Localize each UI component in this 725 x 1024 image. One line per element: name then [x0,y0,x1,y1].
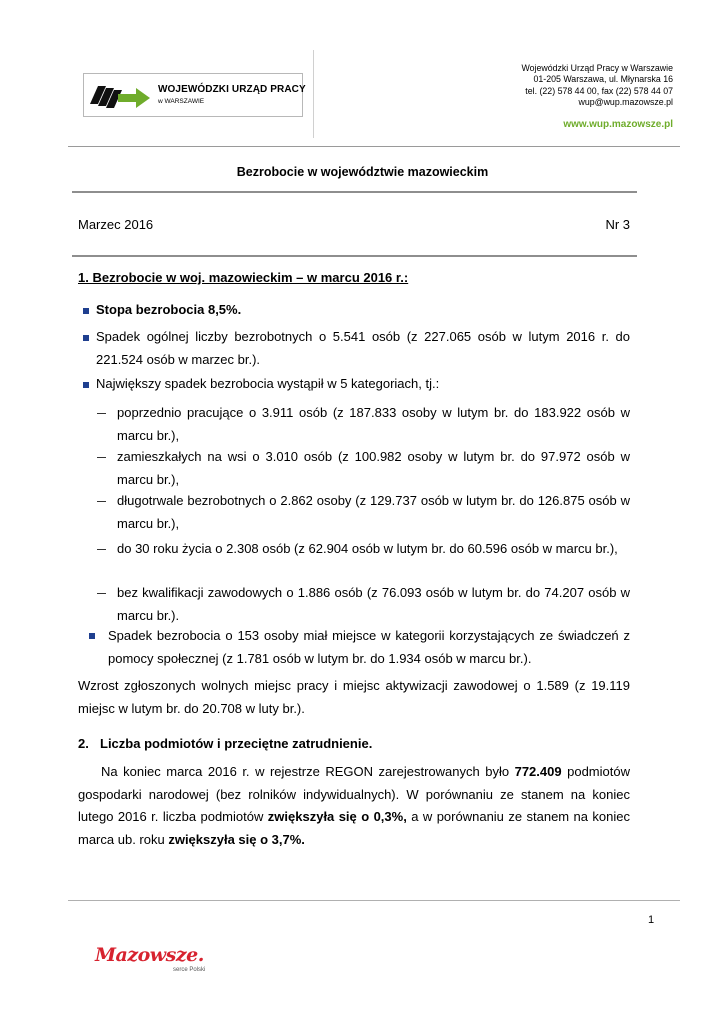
dash-icon [97,413,106,414]
mazowsze-logo [95,944,215,978]
section2-number: 2. [78,736,89,751]
regon-count: 772.409 [514,764,562,779]
document-title: Bezrobocie w województwie mazowieckim [236,165,489,179]
regon-text: a w porównaniu ze stanem na koniec marca ub. roku [78,809,631,847]
email-link[interactable]: wup@wup.mazowsze.pl [578,96,673,107]
address-line: tel. (22) 578 44 00, fax (22) 578 44 07 [525,85,673,96]
category-item: poprzednio pracujące o 3.911 osób (z 187.833 osoby w lutym br. do 183.922 osób w marcu br.), [117,405,630,443]
bullet-icon [83,382,89,388]
category-item: do 30 roku życia o 2.308 osób (z 62.904 osób w lutym br. do 60.596 osób w marcu br.), [117,541,618,556]
dash-icon [97,593,106,594]
category-item: długotrwale bezrobotnych o 2.862 osoby (z 129.737 osób w lutym br. do 126.875 osób w marcu br.), [117,493,630,531]
brand-name: Mazowsze. [95,944,204,966]
logo-subtitle: w WARSZAWIE [158,98,205,105]
dash-icon [97,549,106,550]
bullet-social-assistance: Spadek bezrobocia o 153 osoby miał miejsce w kategorii korzystających ze świadczeń z pomocy społecznej (z 1.781 osób w lutym br. do 1.934 osób w marcu br.). [108,628,630,666]
bullet-icon [83,335,89,341]
category-item: zamieszkałych na wsi o 3.010 osób (z 100.982 osoby w lutym br. do 97.972 osób w marcu br.), [117,449,630,487]
dash-icon [97,501,106,502]
section1-heading: 1. Bezrobocie w woj. mazowieckim – w marcu 2016 r.: [78,270,409,285]
title-rule [72,191,637,193]
unemployment-rate: Stopa bezrobocia 8,5%. [96,302,242,317]
yearly-change: zwiększyła się o 3,7%. [168,831,305,847]
header-rule [68,146,680,147]
arrows-logo-icon [88,78,152,112]
dash-icon [97,457,106,458]
address-block [521,63,673,108]
regon-text: podmiotów gospodarki narodowej (bez rolników indywidualnych). W porównaniu ze stanem na koniec lutego 2016 r. liczba podmiotów [78,764,630,824]
bullet-icon [89,633,95,639]
address-line: Wojewódzki Urząd Pracy w Warszawie [521,63,673,73]
header-divider [313,50,314,138]
issue-number: Nr 3 [605,217,630,232]
bullet-decrease: Spadek ogólnej liczby bezrobotnych o 5.541 osób (z 227.065 osób w lutym 2016 r. do 221.524 osób w marzec br.). [96,329,630,367]
page-number: 1 [648,914,655,926]
footer-rule [68,900,680,901]
regon-text: Na koniec marca 2016 r. w rejestrze REGON zarejestrowanych było [101,764,515,779]
brand-tagline: serce Polski [173,967,206,973]
issue-rule [72,255,637,257]
address-line: 01-205 Warszawa, ul. Młynarska 16 [533,74,673,85]
website-link[interactable]: www.wup.mazowsze.pl [563,119,673,130]
logo-name: WOJEWÓDZKI URZĄD PRACY [158,84,306,95]
regon-paragraph [78,761,630,851]
bullet-icon [83,308,89,314]
monthly-change: zwiększyła się o 0,3%, [267,809,407,824]
section2-heading: Liczba podmiotów i przeciętne zatrudnienie. [100,736,373,751]
wup-logo [83,73,303,117]
category-item: bez kwalifikacji zawodowych o 1.886 osób (z 76.093 osób w lutym br. do 74.207 osób w marcu br.). [117,585,630,623]
vacancies-paragraph: Wzrost zgłoszonych wolnych miejsc pracy i miejsc aktywizacji zawodowej o 1.589 (z 19.119 miejsc w lutym br. do 20.708 w luty br.). [78,678,630,716]
bullet-categories: Największy spadek bezrobocia wystąpił w 5 kategoriach, tj.: [96,376,440,391]
issue-date: Marzec 2016 [78,217,154,232]
